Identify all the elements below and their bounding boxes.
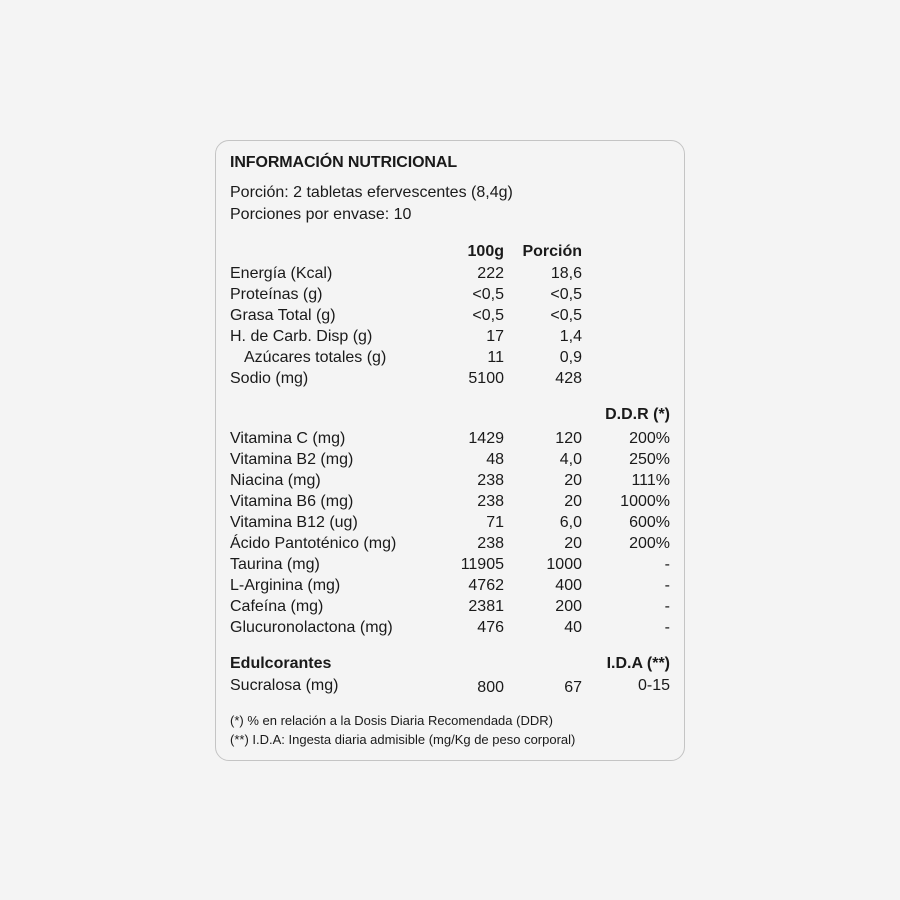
- table-row: [216, 368, 686, 389]
- per-serving-value: 18,6: [550, 265, 582, 282]
- table-row: [216, 617, 686, 638]
- table-row: [216, 575, 686, 596]
- per100-value: 222: [477, 265, 504, 282]
- sweeteners-heading: Edulcorantes: [230, 655, 332, 672]
- ddr-value: 600%: [629, 514, 670, 531]
- table-row: [216, 347, 686, 368]
- per-serving-value: 428: [555, 370, 582, 387]
- sweetener-name: Sucralosa (mg): [230, 677, 339, 694]
- per-serving-value: 20: [564, 472, 582, 489]
- per-serving-value: 1,4: [559, 328, 582, 345]
- table-row: [216, 263, 686, 284]
- table-row: [216, 305, 686, 326]
- per-serving-value: 6,0: [559, 514, 582, 531]
- panel-title: INFORMACIÓN NUTRICIONAL: [230, 154, 458, 171]
- ida-value: 0-15: [637, 677, 670, 694]
- table-row: [216, 554, 686, 575]
- per-serving-value: <0,5: [550, 307, 582, 324]
- nutrient-name: Sodio (mg): [230, 370, 309, 387]
- sweeteners-header-row: [216, 653, 686, 674]
- per-serving-value: 20: [564, 535, 582, 552]
- per100-value: 238: [477, 535, 504, 552]
- nutrient-name: L-Arginina (mg): [230, 577, 341, 594]
- ddr-value: 1000%: [620, 493, 670, 510]
- per100-value: 476: [477, 619, 504, 636]
- nutrient-name: Energía (Kcal): [230, 265, 333, 282]
- table-row: [216, 449, 686, 470]
- per100-value: 5100: [468, 370, 504, 387]
- table-row: [216, 326, 686, 347]
- header-per-serving: Porción: [522, 243, 582, 260]
- per-serving-value: 120: [555, 430, 582, 447]
- table-row: [216, 470, 686, 491]
- ddr-value: 111%: [631, 472, 670, 489]
- ddr-value: -: [664, 619, 670, 636]
- per-serving-value: 4,0: [559, 451, 582, 468]
- serving-size: Porción: 2 tabletas efervescentes (8,4g): [230, 184, 513, 201]
- per100-value: 238: [477, 493, 504, 510]
- per-serving-value: 40: [564, 619, 582, 636]
- per100-value: 11905: [460, 556, 504, 573]
- ddr-value: -: [664, 598, 670, 615]
- nutrient-name: Vitamina B2 (mg): [230, 451, 354, 468]
- per100-value: 11: [487, 349, 504, 366]
- per-serving-value: 1000: [546, 556, 582, 573]
- per100-value: 2381: [468, 598, 504, 615]
- per-serving-value: 0,9: [559, 349, 582, 366]
- nutrient-name: Grasa Total (g): [230, 307, 336, 324]
- ddr-value: 200%: [629, 430, 670, 447]
- per100-value: <0,5: [472, 307, 504, 324]
- header-per100: 100g: [467, 243, 504, 260]
- nutrient-name: Cafeína (mg): [230, 598, 324, 615]
- ddr-value: -: [664, 577, 670, 594]
- nutrient-name: Vitamina C (mg): [230, 430, 346, 447]
- per100-value: 71: [486, 514, 504, 531]
- per100-value: 17: [486, 328, 504, 345]
- servings-per-pack: Porciones por envase: 10: [230, 206, 412, 223]
- ddr-value: -: [664, 556, 670, 573]
- per100-value: 4762: [468, 577, 504, 594]
- per100-value: <0,5: [472, 286, 504, 303]
- table-row: [216, 675, 686, 696]
- table-row: [216, 512, 686, 533]
- per-serving-value: 67: [564, 679, 582, 696]
- per100-value: 1429: [468, 430, 504, 447]
- nutrient-name: Vitamina B12 (ug): [230, 514, 358, 531]
- header-ddr: D.D.R (*): [605, 406, 670, 423]
- nutrient-name: Ácido Pantoténico (mg): [230, 535, 397, 552]
- per100-value: 238: [477, 472, 504, 489]
- per-serving-value: <0,5: [550, 286, 582, 303]
- footnote-ida: (**) I.D.A: Ingesta diaria admisible (mg/Kg de peso corporal): [230, 732, 576, 747]
- table-row: [216, 284, 686, 305]
- per-serving-value: 20: [564, 493, 582, 510]
- footnote-ddr: (*) % en relación a la Dosis Diaria Recomendada (DDR): [230, 713, 553, 728]
- table-row: [216, 596, 686, 617]
- ddr-header-row: [216, 404, 686, 425]
- ddr-value: 200%: [629, 535, 670, 552]
- table-row: [216, 491, 686, 512]
- table-row: [216, 533, 686, 554]
- nutrient-name: Proteínas (g): [230, 286, 323, 303]
- per-serving-value: 200: [555, 598, 582, 615]
- table-row: [216, 428, 686, 449]
- per100-value: 800: [477, 679, 504, 696]
- column-header-row: [216, 241, 686, 262]
- nutrient-name: Glucuronolactona (mg): [230, 619, 393, 636]
- ddr-value: 250%: [629, 451, 670, 468]
- nutrient-name: Azúcares totales (g): [244, 349, 387, 366]
- per-serving-value: 400: [555, 577, 582, 594]
- nutrient-name: Vitamina B6 (mg): [230, 493, 354, 510]
- per100-value: 48: [486, 451, 504, 468]
- nutrient-name: Taurina (mg): [230, 556, 320, 573]
- nutrient-name: Niacina (mg): [230, 472, 321, 489]
- nutrition-facts-panel: [215, 140, 685, 761]
- header-ida: I.D.A (**): [606, 655, 670, 672]
- nutrient-name: H. de Carb. Disp (g): [230, 328, 373, 345]
